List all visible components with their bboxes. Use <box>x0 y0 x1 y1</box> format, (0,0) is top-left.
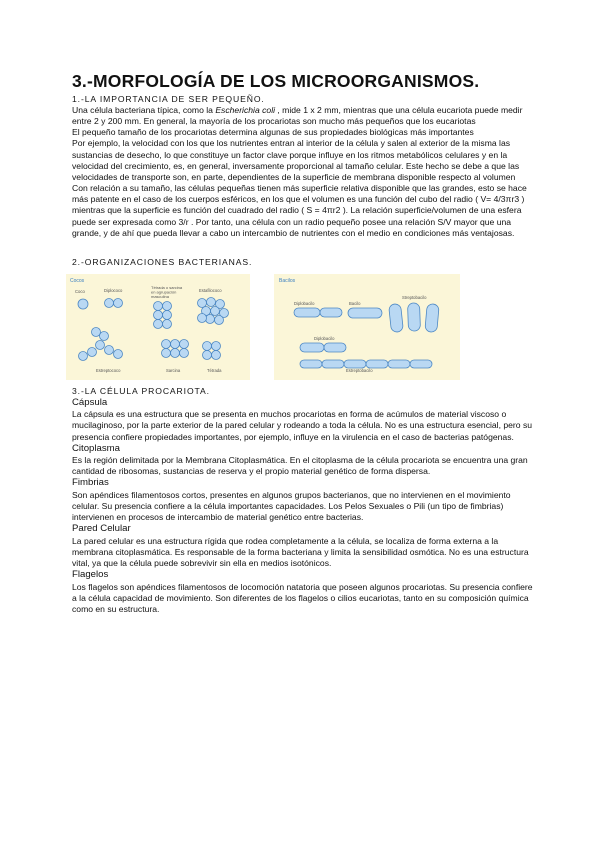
label-streptobacilo: Streptobacilo <box>402 294 427 300</box>
coccus-single <box>78 299 88 309</box>
label-diplobacilo-top: Diplobacilo <box>294 300 315 306</box>
item-flagelos-text: Los flagelos son apéndices filamentosos de locomoción natatoria que poseen algunos procariotas. Su presencia confiere a la célula capacidad de movimiento. Son diferentes de los flagelos o cilios eucariotas, tanto en su composición química como en su estructura. <box>72 581 533 614</box>
section1-paragraph-1 <box>72 105 534 127</box>
cocos-illustration <box>66 274 250 380</box>
p1-text-a: Una célula bacteriana típica, como la <box>72 105 216 115</box>
label-estafilococo: Estafilococo <box>199 287 222 293</box>
item-citoplasma-text: Es la región delimitada por la Membrana Citoplasmática. En el citoplasma de la célula procariota se encuentra una gran cantidad de ribosomas, sustancias de reserva y el propio material genético de forma dispersa. <box>72 455 528 477</box>
label-diplococo: Diplococo <box>104 287 123 293</box>
item-capsula-title: Cápsula <box>72 396 108 408</box>
item-fimbrias-title: Fimbrias <box>72 477 109 489</box>
bacilos-illustration <box>274 274 460 380</box>
page-title: 3.-MORFOLOGÍA DE LOS MICROORGANISMOS. <box>72 71 480 91</box>
item-flagelos-title: Flagelos <box>72 569 109 581</box>
item-capsula-text: La cápsula es una estructura que se presenta en muchos procariotas en forma de acúmulos de material viscoso o mucilaginoso, por la parte exterior de la pared celular y rodeando a toda la célula. No es una estructura esencial, pero su presencia confiere propiedades importantes, por ejemplo, influye en la virulencia en el caso de bacterias patógenas. <box>72 409 533 442</box>
section1-paragraph-3: Por ejemplo, la velocidad con los que los nutrientes entran al interior de la célula y salen al exterior de la misma las sustancias de desecho, lo que constituye un factor clave porque influye en los ritmos metabólicos celulares y en la velocidad del crecimiento, es, en general, inversamente proporcional al tamaño celular. Este hecho se debe a que las velocidades de transporte son, en parte, dependientes de la superficie de membrana disponible respecto al volumen <box>72 138 520 182</box>
item-pared-celular-text: La pared celular es una estructura rígida que rodea completamente a la célula, se localiza de forma externa a la membrana citoplasmática. Es responsable de la forma bacteriana y limita la sensibilidad osmótica. No es una estructura vital, ya que la célula puede sobrevivir sin ella en medios isotónicos. <box>72 535 529 569</box>
bacteria-figures <box>72 274 534 382</box>
diplococcus-a <box>105 298 114 307</box>
bacilos-title: Bacilos <box>279 277 296 284</box>
label-tetrada-agrupacion: Tétrada o sarcina en agrupación masculina <box>151 284 183 300</box>
item-citoplasma-title: Citoplasma <box>72 442 120 454</box>
p1-species-name: Escherichia coli <box>215 105 276 115</box>
document-page <box>72 70 534 615</box>
section1-paragraph-2: El pequeño tamaño de los procariotas determina algunas de sus propiedades biológicas más importantes <box>72 127 474 138</box>
label-tetrada: Tétrada <box>207 367 222 373</box>
section2-heading: 2.-ORGANIZACIONES BACTERIANAS. <box>72 256 253 267</box>
label-sarcina: Sarcina <box>166 367 181 373</box>
diplococcus-b <box>114 298 123 307</box>
p1-text-b: , mide 1 x 2 mm, mientras que una célula eucariota puede medir entre 2 y 200 mm. En general, la mayoría de los procariotas son mucho más pequeños que los eucariotas <box>72 105 523 127</box>
section3-heading: 3.-LA CÉLULA PROCARIOTA. <box>72 385 210 396</box>
section1-paragraph-4: Con relación a su tamaño, las células pequeñas tienen más superficie relativa disponible que las grandes, esto se hace más patente en el caso de los cuerpos esféricos, en los que el volumen es una función del cubo del radio ( V= 4/3πr3 ) mientras que la superficie es función del cuadrado del radio ( S = 4πr2 ). La relación superficie/volumen de una esfera puede ser expresada como 3/r . Por tanto, una célula con un radio pequeño posee una relación S/V mayor que una grande, y de ahí que pueda llevar a cabo un intercambio de nutrientes con el medio en condiciones más ventajosas. <box>72 183 527 238</box>
cocos-title: Cocos <box>70 277 85 284</box>
label-diplobacilo: Diplobacilo <box>314 335 335 341</box>
bacilos-figure <box>274 274 460 380</box>
label-bacilo: Bacilo <box>349 300 361 306</box>
item-pared-celular-title: Pared Celular <box>72 523 131 535</box>
label-estreptobacilo: Estreptobacilo <box>346 367 373 373</box>
section1-heading: 1.-LA IMPORTANCIA DE SER PEQUEÑO. <box>72 94 265 104</box>
item-fimbrias-text: Son apéndices filamentosos cortos, presentes en algunos grupos bacterianos, que no intervienen en el movimiento celular. Su presencia confiere a la célula importantes capacidades. Los Pelos Sexuales o Pili (un tipo de fimbrias) intervienen en procesos de intercambio de material genético entre bacterias. <box>72 489 511 523</box>
label-estreptococo: Estreptococo <box>96 367 121 373</box>
label-coco: Coco <box>75 288 85 294</box>
cocos-figure <box>66 274 250 380</box>
prokaryote-structures <box>72 397 534 615</box>
